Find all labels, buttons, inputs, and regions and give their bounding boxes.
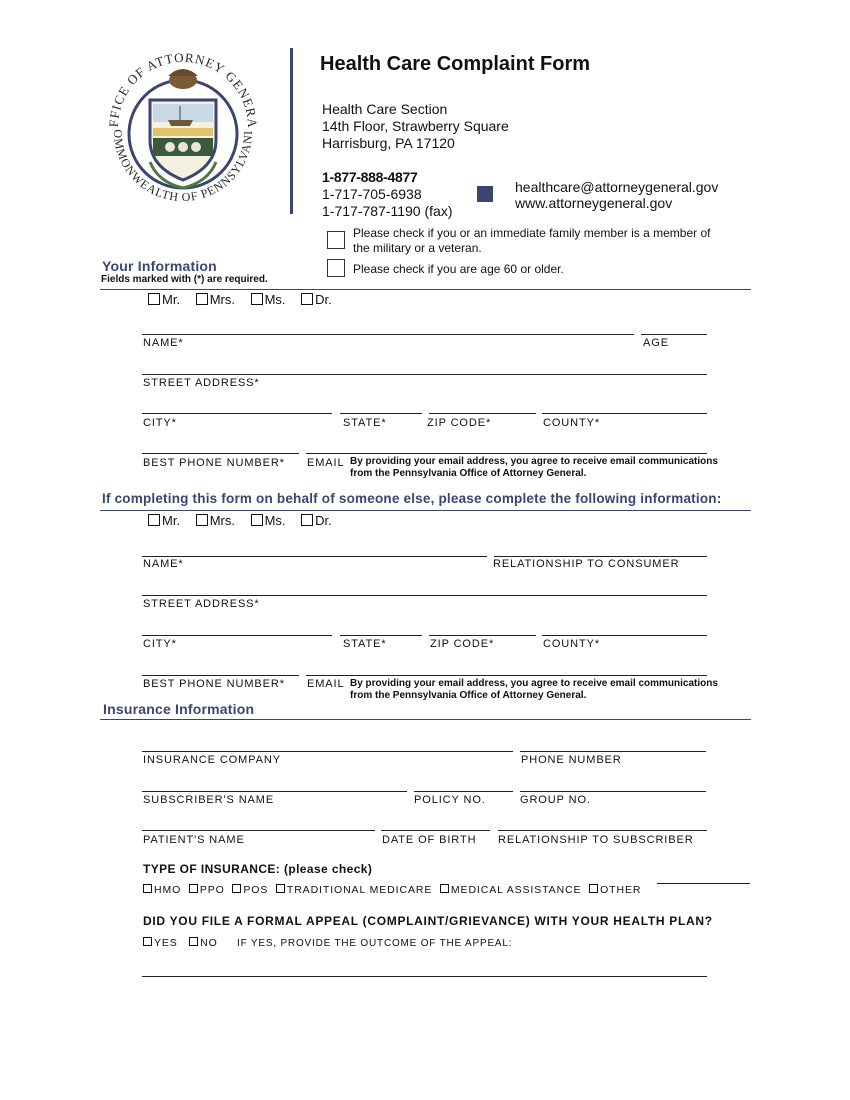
checkbox[interactable]	[189, 937, 198, 946]
appeal-options	[143, 937, 218, 949]
veteran-check-label: Please check if you or an immediate family member is a member of the military or a veteran.	[353, 226, 711, 255]
phone-field[interactable]	[142, 453, 299, 454]
behalf-title-dr-option[interactable]: Dr.	[301, 513, 332, 528]
behalf-county-field[interactable]	[542, 635, 707, 636]
insurance-company-field[interactable]	[142, 751, 513, 752]
zip-label: ZIP CODE*	[427, 417, 492, 429]
your-information-heading: Your Information	[102, 258, 217, 274]
email-field[interactable]	[306, 453, 707, 454]
behalf-email-consent-note: By providing your email address, you agree to receive email communications from the Pennsylvania Office of Attorney General.	[350, 678, 718, 701]
zip-field[interactable]	[429, 413, 536, 414]
date-of-birth-field[interactable]	[381, 830, 490, 831]
appeal-no-option[interactable]: NO	[189, 937, 218, 949]
behalf-heading: If completing this form on behalf of someone else, please complete the following information:	[102, 491, 722, 506]
age-label: AGE	[643, 337, 669, 349]
type-medicare-option[interactable]: TRADITIONAL MEDICARE	[276, 884, 432, 896]
checkbox[interactable]	[196, 514, 208, 526]
state-label: STATE*	[343, 417, 387, 429]
other-insurance-field[interactable]	[657, 883, 750, 884]
relationship-subscriber-field[interactable]	[498, 830, 707, 831]
phone-secondary: 1-717-705-6938	[322, 186, 422, 202]
behalf-phone-label: BEST PHONE NUMBER*	[143, 678, 285, 690]
appeal-outcome-field[interactable]	[142, 976, 707, 977]
name-field[interactable]	[142, 334, 634, 335]
behalf-zip-label: ZIP CODE*	[430, 638, 495, 650]
appeal-question: DID YOU FILE A FORMAL APPEAL (COMPLAINT/GRIEVANCE) WITH YOUR HEALTH PLAN?	[143, 914, 713, 928]
title-ms-option[interactable]: Ms.	[251, 292, 286, 307]
header-divider	[290, 48, 293, 214]
type-pos-option[interactable]: POS	[232, 884, 268, 896]
type-ppo-option[interactable]: PPO	[189, 884, 225, 896]
section-rule	[100, 289, 751, 290]
behalf-city-label: CITY*	[143, 638, 177, 650]
age60-checkbox[interactable]	[327, 259, 345, 277]
address-line-2: 14th Floor, Strawberry Square	[322, 118, 509, 134]
checkbox[interactable]	[232, 884, 241, 893]
fax-number: 1-717-787-1190 (fax)	[322, 203, 453, 219]
behalf-county-label: COUNTY*	[543, 638, 601, 650]
required-note: Fields marked with (*) are required.	[101, 274, 268, 285]
date-of-birth-label: DATE OF BIRTH	[382, 834, 477, 846]
group-number-label: GROUP NO.	[520, 794, 591, 806]
subscriber-name-label: SUBSCRIBER'S NAME	[143, 794, 275, 806]
title-dr-option[interactable]: Dr.	[301, 292, 332, 307]
checkbox[interactable]	[276, 884, 285, 893]
checkbox[interactable]	[148, 293, 160, 305]
type-medical-assistance-option[interactable]: MEDICAL ASSISTANCE	[440, 884, 582, 896]
checkbox[interactable]	[251, 293, 263, 305]
checkbox[interactable]	[143, 884, 152, 893]
appeal-outcome-label: IF YES, PROVIDE THE OUTCOME OF THE APPEAL:	[237, 938, 513, 949]
behalf-city-field[interactable]	[142, 635, 332, 636]
behalf-street-label: STREET ADDRESS*	[143, 598, 260, 610]
patient-name-label: PATIENT'S NAME	[143, 834, 245, 846]
checkbox[interactable]	[301, 514, 313, 526]
behalf-title-ms-option[interactable]: Ms.	[251, 513, 286, 528]
behalf-title-options	[148, 513, 344, 528]
county-label: COUNTY*	[543, 417, 601, 429]
email-label: EMAIL	[307, 457, 345, 469]
seal-graphic	[98, 42, 268, 212]
appeal-yes-option[interactable]: YES	[143, 937, 178, 949]
insurance-heading: Insurance Information	[103, 701, 255, 717]
behalf-title-mr-option[interactable]: Mr.	[148, 513, 180, 528]
checkbox[interactable]	[148, 514, 160, 526]
street-field[interactable]	[142, 374, 707, 375]
name-label: NAME*	[143, 337, 184, 349]
checkbox[interactable]	[301, 293, 313, 305]
behalf-name-field[interactable]	[142, 556, 487, 557]
age60-check-label: Please check if you are age 60 or older.	[353, 262, 564, 276]
veteran-checkbox[interactable]	[327, 231, 345, 249]
patient-name-field[interactable]	[142, 830, 375, 831]
contact-email[interactable]: healthcare@attorneygeneral.gov	[515, 179, 719, 195]
policy-number-label: POLICY NO.	[414, 794, 486, 806]
insurance-phone-field[interactable]	[520, 751, 706, 752]
group-number-field[interactable]	[520, 791, 706, 792]
seal-top-text: FFICE OF ATTORNEY GENERA	[105, 49, 261, 129]
checkbox[interactable]	[589, 884, 598, 893]
city-label: CITY*	[143, 417, 177, 429]
checkbox[interactable]	[440, 884, 449, 893]
address-line-3: Harrisburg, PA 17120	[322, 135, 455, 151]
behalf-name-label: NAME*	[143, 558, 184, 570]
behalf-relationship-field[interactable]	[494, 556, 707, 557]
subscriber-name-field[interactable]	[142, 791, 407, 792]
insurance-type-options	[143, 884, 641, 896]
insurance-type-heading: TYPE OF INSURANCE: (please check)	[143, 862, 373, 876]
insurance-company-label: INSURANCE COMPANY	[143, 754, 281, 766]
seal-bottom-text: OMMONWEALTH OF PENNSYLVANI	[110, 129, 256, 205]
insurance-phone-label: PHONE NUMBER	[521, 754, 622, 766]
title-mrs-option[interactable]: Mrs.	[196, 292, 235, 307]
checkbox[interactable]	[189, 884, 198, 893]
checkbox[interactable]	[143, 937, 152, 946]
behalf-email-label: EMAIL	[307, 678, 345, 690]
type-hmo-option[interactable]: HMO	[143, 884, 181, 896]
behalf-title-mrs-option[interactable]: Mrs.	[196, 513, 235, 528]
behalf-relationship-label: RELATIONSHIP TO CONSUMER	[493, 558, 680, 570]
state-field[interactable]	[340, 413, 422, 414]
relationship-subscriber-label: RELATIONSHIP TO SUBSCRIBER	[498, 834, 694, 846]
attorney-general-seal	[98, 42, 268, 212]
behalf-street-field[interactable]	[142, 595, 707, 596]
email-consent-note: By providing your email address, you agree to receive email communications from the Pennsylvania Office of Attorney General.	[350, 456, 718, 479]
section-rule	[100, 719, 751, 720]
phone-label: BEST PHONE NUMBER*	[143, 457, 285, 469]
city-field[interactable]	[142, 413, 332, 414]
contact-square-icon	[477, 186, 493, 202]
behalf-zip-field[interactable]	[429, 635, 536, 636]
title-options	[148, 292, 344, 307]
behalf-phone-field[interactable]	[142, 675, 299, 676]
contact-website[interactable]: www.attorneygeneral.gov	[515, 195, 673, 211]
phone-main: 1-877-888-4877	[322, 169, 418, 185]
section-rule	[100, 510, 751, 511]
checkbox[interactable]	[196, 293, 208, 305]
county-field[interactable]	[542, 413, 707, 414]
form-title: Health Care Complaint Form	[320, 53, 591, 75]
policy-number-field[interactable]	[414, 791, 513, 792]
checkbox[interactable]	[251, 514, 263, 526]
behalf-state-label: STATE*	[343, 638, 387, 650]
behalf-email-field[interactable]	[306, 675, 707, 676]
address-line-1: Health Care Section	[322, 101, 448, 117]
behalf-state-field[interactable]	[340, 635, 422, 636]
type-other-option[interactable]: OTHER	[589, 884, 641, 896]
street-label: STREET ADDRESS*	[143, 377, 260, 389]
age-field[interactable]	[641, 334, 707, 335]
title-mr-option[interactable]: Mr.	[148, 292, 180, 307]
